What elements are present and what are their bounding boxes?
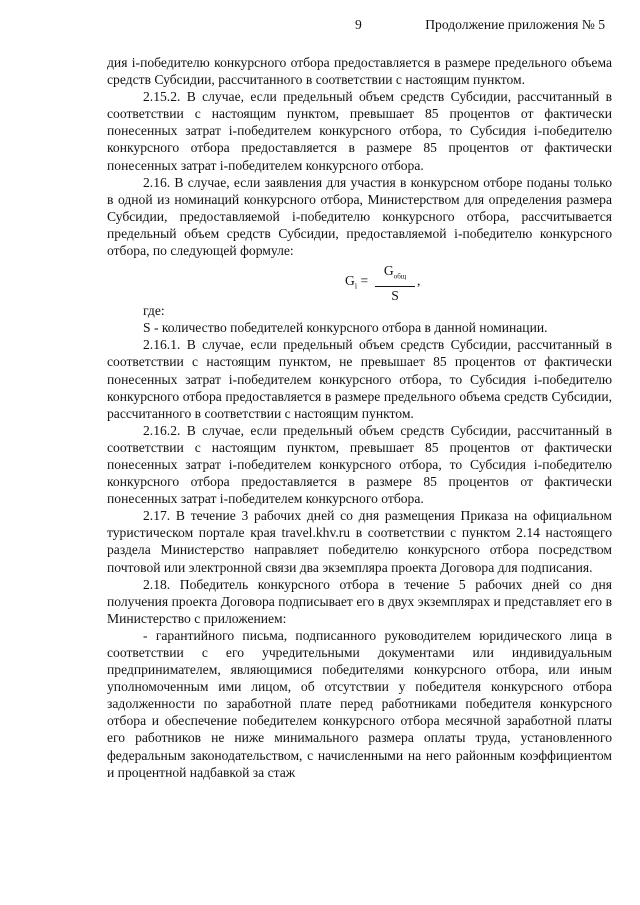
document-body — [107, 54, 612, 781]
paragraph-2-16-1: 2.16.1. В случае, если предельный объем средств Субсидии, рассчитанный в соответствии с настоящим пунктом, не превышает 85 процентов от фактически понесенных затрат i-победителем конкурсного отбора, то Субсидия i-победителю конкурсного отбора предоставляется в размере предельного объема средств Субсидии, рассчитанного в соответствии с настоящим пунктом. — [107, 337, 612, 421]
paragraph-2-16: 2.16. В случае, если заявления для участия в конкурсном отборе поданы только в одной из номинаций конкурсного отбора, Министерством для определения размера Субсидии, предоставляемой i-победителю конкурсного отбора, рассчитывается предельный объем средств Субсидии, предоставляемой i-победителю конкурсного отбора, по следующей формуле: — [107, 174, 612, 259]
page-number: 9 — [355, 17, 362, 32]
paragraph-2-15-2: 2.15.2. В случае, если предельный объем средств Субсидии, рассчитанный в соответствии с настоящим пунктом, превышает 85 процентов от фактически понесенных затрат i-победителем конкурсного отбора, то Субсидия i-победителю конкурсного отбора предоставляется в размере 85 процентов от фактически понесенных затрат i-победителем конкурсного отбора. — [107, 89, 612, 173]
page-header — [0, 16, 640, 34]
paragraph-where: где: — [143, 303, 165, 319]
paragraph: дия i-победителю конкурсного отбора предоставляется в размере предельного объема средств Субсидии, рассчитанного в соответствии с настоящим пунктом. — [107, 55, 612, 88]
formula-comma: , — [417, 273, 421, 289]
formula-lhs: $G_i$ = — [345, 273, 369, 291]
paragraph-s-definition: S - количество победителей конкурсного отбора в данной номинации. — [143, 320, 548, 336]
formula-denominator: S — [391, 287, 399, 303]
paragraph-2-16-2: 2.16.2. В случае, если предельный объем средств Субсидии, рассчитанный в соответствии с настоящим пунктом, превышает 85 процентов от фактически понесенных затрат i-победителем конкурсного отбора, то Субсидия i-победителю конкурсного отбора предоставляется в размере 85 процентов от фактически понесенных затрат i-победителем конкурсного отбора. — [107, 422, 612, 507]
paragraph-guarantee-letter: - гарантийного письма, подписанного руководителем юридического лица в соответствии с его учредительными документами или индивидуальным предпринимателем, являющимися победителями конкурсного отбора, или иным уполномоченным ими лицом, об отсутствии у победителя конкурсного отбора задолженности по заработной плате перед работниками победителя конкурсного отбора и обеспечение победителем конкурсного отбора месячной заработной платы его работников не ниже минимального размера оплаты труда, установленного федеральным законодательством, с начисленными на него районным коэффициентом и процентной надбавкой за стаж — [107, 627, 612, 780]
formula — [107, 260, 612, 303]
running-title: Продолжение приложения № 5 — [425, 17, 605, 32]
formula-fraction — [375, 262, 415, 304]
formula-numerator: $G_{общ}$ — [375, 262, 415, 287]
paragraph-2-17: 2.17. В течение 3 рабочих дней со дня размещения Приказа на официальном туристическом портале края travel.khv.ru в соответствии с пунктом 2.14 настоящего раздела Министерство направляет победителю конкурсного отбора посредством почтовой или электронной связи два экземпляра проекта Договора для подписания. — [107, 508, 612, 575]
paragraph-2-18: 2.18. Победитель конкурсного отбора в течение 5 рабочих дней со дня получения проекта Договора подписывает его в двух экземплярах и представляет его в Министерство с приложением: — [107, 576, 612, 626]
